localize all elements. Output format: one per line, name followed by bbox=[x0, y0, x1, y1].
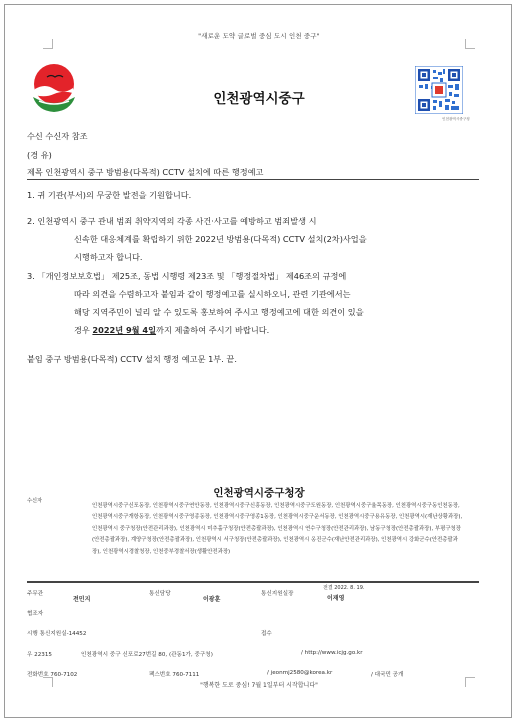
drafter-name: 전민지 bbox=[73, 596, 91, 603]
crop-mark bbox=[43, 39, 53, 49]
qr-caption: 인천광역시중구청 bbox=[442, 117, 470, 121]
slogan: "새로운 도약 글로벌 중심 도시 인천 중구" bbox=[198, 32, 320, 40]
recipient-line: 수신 수신자 참조 bbox=[27, 131, 88, 141]
via-line: (경 유) bbox=[27, 150, 52, 160]
qr-code-icon[interactable] bbox=[415, 66, 463, 114]
item-2-line-2: 신속한 대응체계를 확립하기 위한 2022년 방범용(다목적) CCTV 설치(2차)사업을 bbox=[74, 234, 367, 244]
postal-code: 우 22315 bbox=[27, 652, 52, 658]
disclosure: / 대국민 공개 bbox=[371, 672, 404, 678]
approver-label: 통신지원실장 bbox=[261, 591, 294, 597]
item-2-line-3: 시행하고자 합니다. bbox=[74, 252, 143, 262]
approver-name: 이재영 bbox=[327, 595, 345, 602]
subject-line: 제목 인천광역시 중구 방범용(다목적) CCTV 설치에 따른 행정예고 bbox=[27, 167, 264, 177]
org-title: 인천광역시중구 bbox=[213, 91, 305, 107]
closing-slogan: "행복한 도로 중심! 7월 1일부터 시작합니다" bbox=[200, 682, 318, 689]
item-3-line-4 bbox=[74, 323, 269, 337]
item-3-line-2: 따라 의견을 수렴하고자 붙임과 같이 행정예고를 실시하오니, 관련 기관에서는 bbox=[74, 289, 351, 299]
item-3-line-1: 3. 「개인정보보호법」 제25조, 동법 시행령 제23조 및 「행정절차법」 제46조의 규정에 bbox=[27, 271, 347, 281]
fax: 팩스번호 760-7111 bbox=[149, 672, 200, 678]
attachment-line: 붙임 중구 방범용(다목적) CCTV 설치 행정 예고문 1부. 끝. bbox=[27, 354, 237, 364]
subject-divider bbox=[27, 179, 479, 180]
item-3-line-3: 해당 지역주민이 널리 알 수 있도록 홍보하여 주시고 행정예고에 대한 의견이 있을 bbox=[74, 307, 364, 317]
approver-date: 전결 2022. 8. 19. bbox=[323, 585, 365, 591]
receive-label: 접수 bbox=[261, 631, 272, 637]
item-1: 1. 귀 기관(부서)의 무궁한 발전을 기원합니다. bbox=[27, 190, 192, 200]
recipients-label: 수신자 bbox=[27, 498, 43, 504]
crop-mark bbox=[465, 39, 475, 49]
email-link[interactable]: / jeonmj2580@korea.kr bbox=[267, 670, 333, 676]
sender-name: 인천광역시중구청장 bbox=[213, 487, 305, 499]
reviewer-name: 이광훈 bbox=[203, 596, 221, 603]
homepage-link[interactable]: / http://www.icjg.go.kr bbox=[301, 650, 363, 656]
item-2-line-1: 2. 인천광역시 중구 관내 범죄 취약지역의 각종 사건·사고를 예방하고 범죄발생 시 bbox=[27, 216, 317, 226]
deadline-suffix: 까지 제출하여 주시기 바랍니다. bbox=[156, 325, 270, 335]
address: 인천광역시 중구 신포로27번길 80, (관동1가, 중구청) bbox=[81, 652, 213, 658]
deadline-prefix: 경우 bbox=[74, 325, 93, 335]
deadline-date: 2022년 9월 4일 bbox=[92, 325, 157, 335]
footer-divider bbox=[27, 581, 479, 583]
coop-label: 협조자 bbox=[27, 611, 44, 617]
recipients-list: 인천광역시중구신포동장, 인천광역시중구연안동장, 인천광역시중구신흥동장, 인천광역시중구도원동장, 인천광역시중구율목동장, 인천광역시중구동인천동장, 인천광역시중구개항동장, 인천광역시중구영종동장, 인천광역시중구영종1동장, 인천광역시중구운서동장, 인천광역시중구용유동장, 인천광역시(재난상황과장), 인천광역시 중구청장(안전관리과장), 인천광역시 미추홀구청장(안전총괄과장), 인천광역시 연수구청장(안전관리과장), 남동구청장(안전총괄과장), 부평구청장(안전총괄과장), 계양구청장(안전총괄과장), 인천광역시 서구청장(안전총괄과장), 인천광역시 옹진군수(재난안전관리과장), 인천광역시 강화군수(안전총괄과장), 인천광역시경찰청장, 인천중부경찰서장(생활안전과장) bbox=[92, 503, 463, 555]
reviewer-label: 통신담당 bbox=[149, 591, 171, 597]
document-page bbox=[4, 4, 512, 718]
phone: 전화번호 760-7102 bbox=[27, 672, 78, 678]
doc-number: 시행 통신지원실-14452 bbox=[27, 631, 87, 637]
drafter-label: 주무관 bbox=[27, 591, 44, 597]
